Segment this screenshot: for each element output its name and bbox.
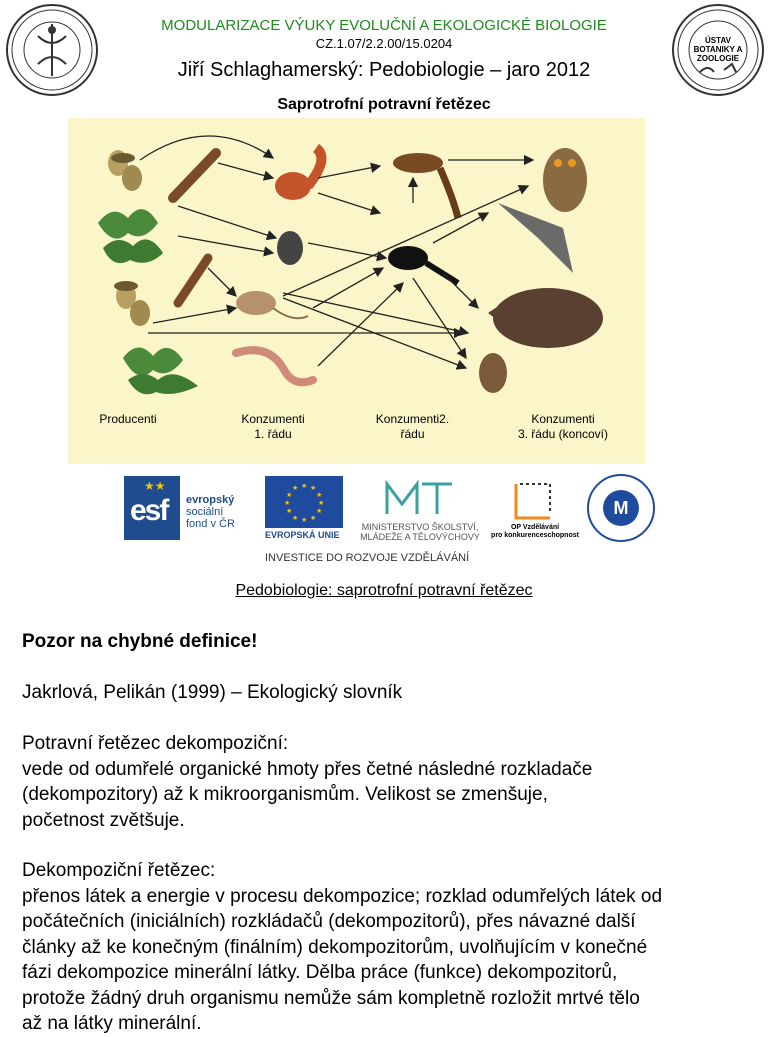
eagle-owl-icon — [543, 148, 587, 212]
university-logo: M — [587, 474, 655, 542]
esf-text: evropský sociální fond v ČR — [186, 494, 235, 530]
svg-text:★: ★ — [316, 507, 323, 515]
level-label-consumers-1: Konzumenti 1. řádu — [241, 412, 305, 441]
mouse-icon — [236, 291, 308, 318]
level-label-producers: Producenti — [99, 412, 157, 426]
definition-line: až na látky minerální. — [22, 1013, 202, 1034]
op-logo — [512, 476, 558, 522]
oak-leaf-icon — [98, 209, 163, 263]
definition-line: protože žádný druh organismu nemůže sám kompletně rozložit mrtvé tělo — [22, 987, 640, 1009]
caterpillar-icon — [178, 258, 208, 303]
svg-text:★: ★ — [292, 484, 299, 492]
definition-line: články až ke konečným (finálním) dekompozitorům, uvolňujícím v konečné — [22, 936, 648, 958]
food-web-diagram — [68, 118, 645, 464]
tawny-owl-icon — [479, 353, 507, 393]
project-code: CZ.1.07/2.2.00/15.0204 — [315, 36, 453, 51]
department-seal-logo: ÚSTAV BOTANIKY A ZOOLOGIE — [672, 4, 764, 96]
earthworm-icon — [236, 350, 313, 382]
svg-text:★: ★ — [292, 514, 299, 522]
definition-line: početnost zvětšuje. — [22, 809, 185, 831]
svg-text:★: ★ — [310, 514, 317, 522]
project-title: MODULARIZACE VÝUKY EVOLUČNÍ A EKOLOGICKÉ BIOLOGIE — [161, 17, 607, 34]
acorn-icon — [108, 150, 142, 191]
level-label-consumers-3: Konzumenti 3. řádu (koncoví) — [517, 412, 609, 441]
wild-boar-icon — [488, 288, 603, 348]
funding-logos — [120, 472, 660, 572]
svg-text:★: ★ — [301, 482, 308, 490]
svg-text:★: ★ — [316, 491, 323, 499]
definition-line: přenos látek a energie v procesu dekompozice; rozklad odumřelých látek od — [22, 885, 663, 907]
figure-title: Saprotrofní potravní řetězec — [277, 96, 491, 113]
reference-citation: Jakrlová, Pelikán (1999) – Ekologický slovník — [22, 682, 403, 703]
definition-line: vede od odumřelé organické hmoty přes četné následné rozkladače — [22, 758, 593, 780]
woodlouse-icon — [277, 231, 303, 265]
eu-label: EVROPSKÁ UNIE — [265, 530, 340, 540]
level-label-consumers-2: Konzumenti2. řádu — [375, 412, 450, 441]
definition-decomposition-chain — [22, 858, 752, 1037]
hawk-icon — [498, 203, 573, 273]
svg-text:★: ★ — [286, 491, 293, 499]
acorn-icon — [114, 281, 150, 326]
esf-logo: esf ★★ — [124, 476, 180, 540]
op-text: OP Vzdělávání pro konkurenceschopnost — [491, 524, 579, 539]
svg-text:★: ★ — [286, 507, 293, 515]
caterpillar-icon — [173, 153, 216, 198]
figure-caption: Pedobiologie: saprotrofní potravní řetězec — [235, 582, 533, 599]
definition-line: (dekompozitory) až k mikroorganismům. Velikost se zmenšuje, — [22, 784, 548, 805]
svg-text:★: ★ — [318, 499, 325, 507]
marten-icon — [393, 153, 458, 218]
definition-line: Dekompoziční řetězec: — [22, 860, 216, 881]
eu-flag-logo — [265, 476, 343, 528]
svg-text:★: ★ — [284, 499, 291, 507]
investment-tagline: INVESTICE DO ROZVOJE VZDĚLÁVÁNÍ — [265, 552, 470, 564]
definition-line: počátečních (iniciálních) rozkládačů (dekompozitorů), přes návazné další — [22, 911, 636, 932]
svg-text:★: ★ — [301, 516, 308, 524]
course-title: Jiří Schlaghamerský: Pedobiologie – jaro 2012 — [177, 59, 591, 81]
definition-line: Potravní řetězec dekompoziční: — [22, 733, 289, 754]
oak-leaf-icon — [123, 347, 198, 394]
msmt-text: MINISTERSTVO ŠKOLSTVÍ, MLÁDEŽE A TĚLOVÝCHOVY — [360, 522, 480, 542]
svg-text:★: ★ — [310, 484, 317, 492]
squirrel-icon — [275, 148, 321, 200]
definition-line: fázi dekompozice minerální látky. Dělba práce (funkce) dekompozitorů, — [22, 962, 618, 983]
definition-decomposition-food-chain — [22, 731, 752, 833]
msmt-logo — [352, 474, 482, 524]
warning-heading: Pozor na chybné definice! — [22, 631, 258, 652]
